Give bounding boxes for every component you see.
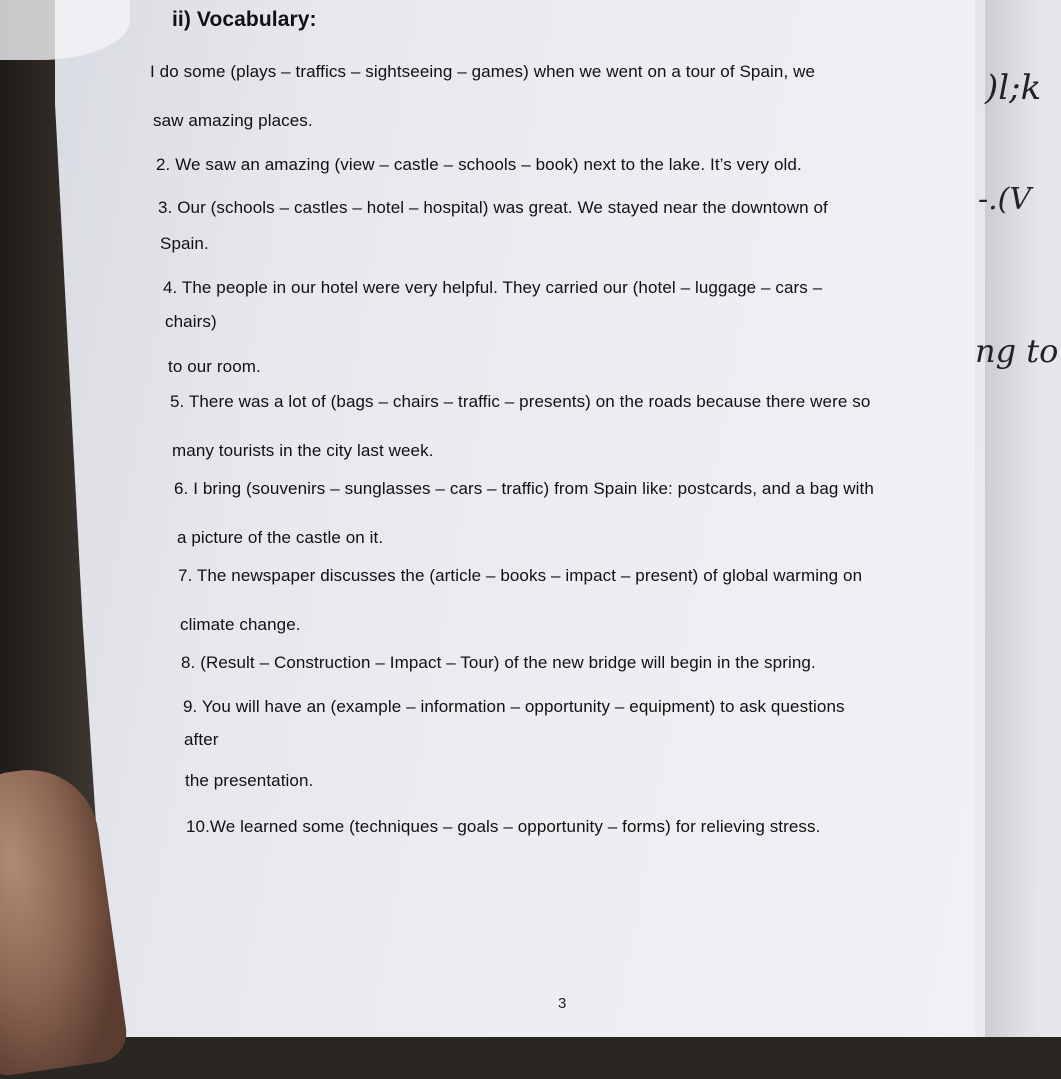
section-heading: ii) Vocabulary: bbox=[172, 8, 317, 31]
question-line: a picture of the castle on it. bbox=[177, 528, 384, 547]
handwriting-fragment: )l;k bbox=[985, 68, 1042, 108]
question-line: chairs) bbox=[165, 312, 217, 331]
background-sheet-edge bbox=[985, 0, 1061, 1037]
question-line: to our room. bbox=[168, 357, 261, 376]
question-line: many tourists in the city last week. bbox=[172, 441, 434, 460]
question-line: 2. We saw an amazing (view – castle – schools – book) next to the lake. It’s very old. bbox=[156, 155, 802, 174]
question-line: 7. The newspaper discusses the (article – books – impact – present) of global warming on bbox=[178, 566, 863, 585]
question-line: I do some (plays – traffics – sightseeing – games) when we went on a tour of Spain, we bbox=[150, 62, 816, 81]
question-line: saw amazing places. bbox=[153, 111, 313, 130]
handwriting-fragment: -.(V bbox=[978, 182, 1032, 217]
question-line: 5. There was a lot of (bags – chairs – traffic – presents) on the roads because there were so bbox=[170, 392, 871, 411]
page-number: 3 bbox=[558, 995, 567, 1012]
question-line: the presentation. bbox=[185, 771, 314, 790]
question-line: climate change. bbox=[180, 615, 301, 634]
question-line: 10.We learned some (techniques – goals – opportunity – forms) for relieving stress. bbox=[186, 817, 821, 836]
handwriting-fragment: ng to bbox=[975, 332, 1059, 370]
question-line: 6. I bring (souvenirs – sunglasses – cars – traffic) from Spain like: postcards, and a bag with bbox=[174, 479, 874, 498]
question-line: 3. Our (schools – castles – hotel – hospital) was great. We stayed near the downtown of bbox=[158, 198, 828, 217]
question-line: 4. The people in our hotel were very helpful. They carried our (hotel – luggage – cars – bbox=[163, 278, 823, 297]
question-line: 9. You will have an (example – information – opportunity – equipment) to ask questions bbox=[183, 697, 845, 716]
question-line: Spain. bbox=[160, 234, 209, 253]
question-line: 8. (Result – Construction – Impact – Tour) of the new bridge will begin in the spring. bbox=[181, 653, 816, 672]
question-line: after bbox=[184, 730, 219, 749]
